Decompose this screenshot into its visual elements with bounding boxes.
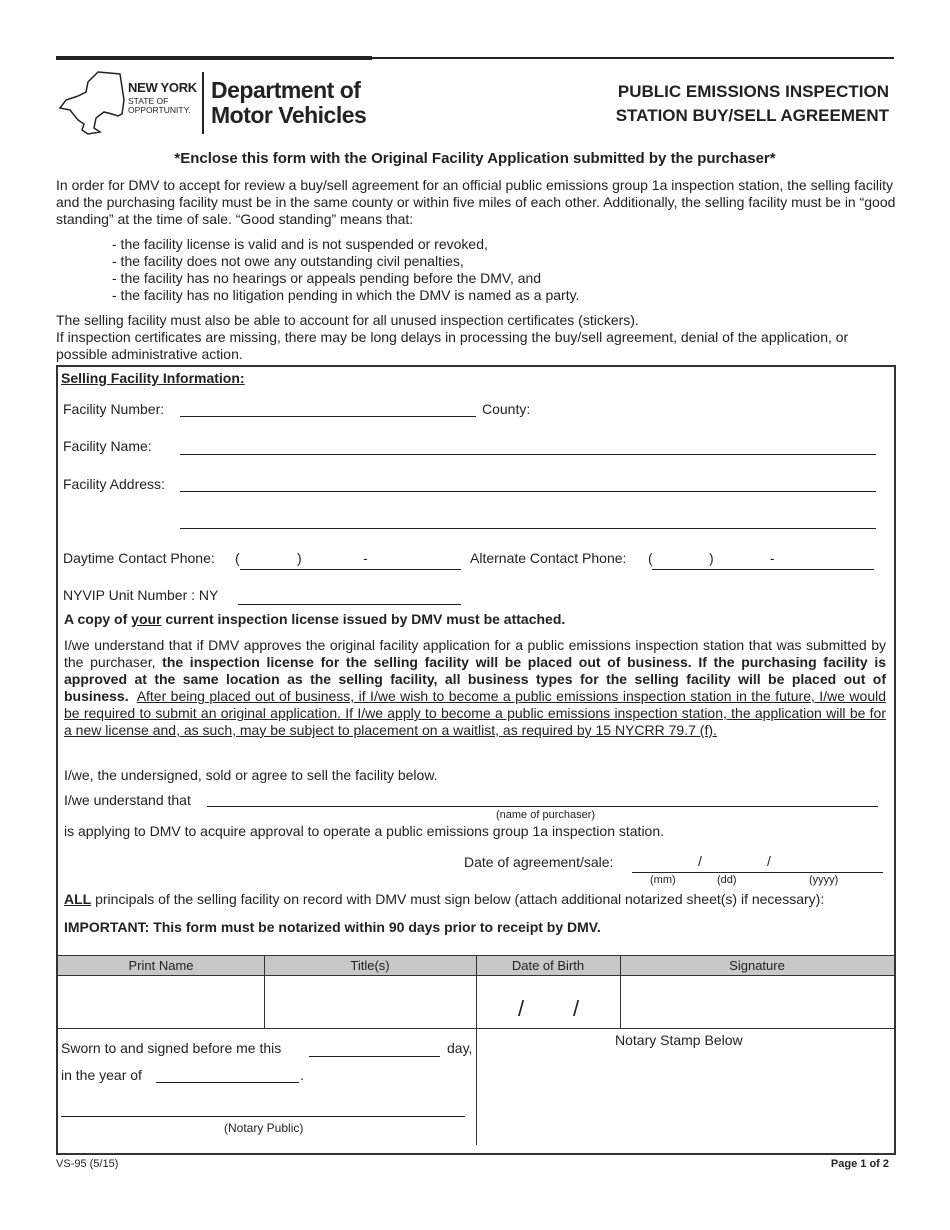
logo-tagline-line2: OPPORTUNITY. [128, 105, 191, 115]
sworn-day-field[interactable] [309, 1040, 440, 1057]
principals-line [64, 891, 824, 907]
sworn-label: Sworn to and signed before me this [61, 1040, 282, 1056]
signature-cell[interactable] [621, 976, 893, 1028]
titles-cell[interactable] [265, 976, 476, 1028]
day-label: day, [447, 1040, 473, 1056]
date-yyyy-caption: (yyyy) [809, 874, 839, 886]
daytime-phone-close-paren: ) [297, 550, 302, 566]
date-mm-caption: (mm) [650, 874, 676, 886]
facility-address-label: Facility Address: [63, 476, 165, 492]
date-sep-2: / [767, 853, 771, 869]
certificates-note [56, 312, 896, 363]
county-label: County: [482, 401, 531, 417]
notary-signature-field[interactable] [61, 1100, 465, 1117]
daytime-phone-field[interactable] [240, 553, 461, 570]
understanding-bold: the inspection license for the selling facility will be placed out of business. If the purchasing facility is approved at the same location as the selling facility, all business types for the selling facility will be placed out of business. [64, 654, 886, 704]
year-period: . [300, 1067, 304, 1083]
principals-all: ALL [64, 891, 92, 907]
list-item: - the facility license is valid and is not suspended or revoked, [112, 236, 488, 252]
notary-caption: (Notary Public) [224, 1121, 304, 1135]
logo-tagline [128, 97, 191, 115]
date-label: Date of agreement/sale: [464, 854, 614, 870]
license-note-your: your [131, 611, 162, 627]
selling-section-title: Selling Facility Information: [61, 370, 245, 386]
license-note-pre: A copy of [64, 611, 132, 627]
understanding-underlined: After being placed out of business, if I/we wish to become a public emissions inspection station in the future, I/we would be required to submit an original application. If I/we apply to become a public emissions inspection station, the application will be for a new license and, as such, may be subject to placement on a waitlist, as required by 15 NYCRR 79.7 (f). [64, 688, 886, 738]
understand-label: I/we understand that [64, 792, 191, 808]
new-york-state-outline-icon [58, 70, 130, 136]
certificates-line-1: The selling facility must also be able to account for all unused inspection certificates (stickers). [56, 312, 639, 328]
page-number: Page 1 of 2 [830, 1158, 889, 1170]
logo-tagline-line1: STATE OF [128, 96, 169, 106]
purchaser-caption: (name of purchaser) [496, 809, 596, 821]
list-item: - the facility does not owe any outstanding civil penalties, [112, 253, 464, 269]
list-item: - the facility has no hearings or appeals pending before the DMV, and [112, 270, 542, 286]
logo-divider [202, 72, 204, 134]
nyvip-label: NYVIP Unit Number : NY [63, 587, 219, 603]
sold-line: I/we, the undersigned, sold or agree to sell the facility below. [64, 767, 438, 783]
facility-address-field-1[interactable] [180, 475, 876, 492]
header-rule [56, 57, 894, 59]
print-name-cell[interactable] [58, 976, 264, 1028]
form-title-line2: STATION BUY/SELL AGREEMENT [615, 106, 889, 125]
purchaser-name-field[interactable] [207, 790, 878, 807]
form-id: VS-95 (5/15) [56, 1158, 119, 1170]
understanding-paragraph [64, 637, 886, 739]
date-dd-caption: (dd) [717, 874, 737, 886]
nyvip-field[interactable] [238, 588, 461, 605]
alternate-phone-dash: - [770, 550, 775, 566]
form-title-line1: PUBLIC EMISSIONS INSPECTION [617, 82, 889, 101]
logo-state-name: NEW YORK [128, 80, 197, 95]
col-signature: Signature [620, 955, 894, 976]
col-date-of-birth: Date of Birth [476, 955, 620, 976]
logo-dept-line2: Motor Vehicles [211, 102, 367, 128]
alternate-phone-close-paren: ) [709, 550, 714, 566]
logo-department [211, 78, 366, 128]
notary-stamp-label: Notary Stamp Below [615, 1032, 743, 1048]
list-item: - the facility has no litigation pending in which the DMV is named as a party. [112, 287, 580, 303]
alternate-phone-label: Alternate Contact Phone: [470, 550, 627, 566]
applying-line: is applying to DMV to acquire approval to operate a public emissions group 1a inspection station. [64, 823, 665, 839]
license-note-post: current inspection license issued by DMV must be attached. [161, 611, 566, 627]
alternate-phone-field[interactable] [652, 553, 874, 570]
col-titles: Title(s) [264, 955, 476, 976]
certificates-line-2: If inspection certificates are missing, there may be long delays in processing the buy/sell agreement, denial of the application, or possible administrative action. [56, 329, 849, 362]
facility-name-field[interactable] [180, 438, 876, 455]
enclose-note: *Enclose this form with the Original Facility Application submitted by the purchaser* [174, 150, 776, 167]
table-row-divider [58, 1028, 894, 1029]
logo-dept-line1: Department of [211, 77, 361, 103]
understanding-part1: I/we understand that if DMV approves the original facility application for a public emissions inspection station that was submitted by the purchaser, [64, 637, 886, 670]
alternate-phone-open-paren: ( [648, 550, 653, 566]
dob-sep-2: / [573, 996, 580, 1021]
important-note: IMPORTANT: This form must be notarized within 90 days prior to receipt by DMV. [64, 919, 601, 935]
daytime-phone-dash: - [363, 550, 368, 566]
date-of-agreement-field[interactable] [632, 856, 883, 873]
license-note [64, 611, 565, 627]
dob-sep-1: / [518, 996, 525, 1021]
good-standing-list [112, 236, 579, 304]
sworn-year-field[interactable] [156, 1066, 299, 1083]
intro-paragraph: In order for DMV to accept for review a buy/sell agreement for an official public emissions group 1a inspection station, the selling facility and the purchasing facility must be in the same county or within five miles of each other. Additionally, the selling facility must be in “good standing” at the time of sale. “Good standing” means that: [56, 177, 896, 227]
facility-address-field-2[interactable] [180, 512, 876, 529]
facility-number-label: Facility Number: [63, 401, 165, 417]
form-title [616, 80, 889, 128]
year-label: in the year of [61, 1067, 142, 1083]
facility-name-label: Facility Name: [63, 438, 152, 454]
daytime-phone-label: Daytime Contact Phone: [63, 550, 215, 566]
daytime-phone-open-paren: ( [235, 550, 240, 566]
date-of-birth-cell[interactable] [477, 976, 620, 1028]
principals-text: principals of the selling facility on record with DMV must sign below (attach additional notarized sheet(s) if necessary): [91, 891, 825, 907]
date-sep-1: / [698, 853, 702, 869]
notary-stamp-area [478, 1052, 892, 1146]
col-print-name: Print Name [58, 955, 264, 976]
facility-number-field[interactable] [180, 400, 476, 417]
